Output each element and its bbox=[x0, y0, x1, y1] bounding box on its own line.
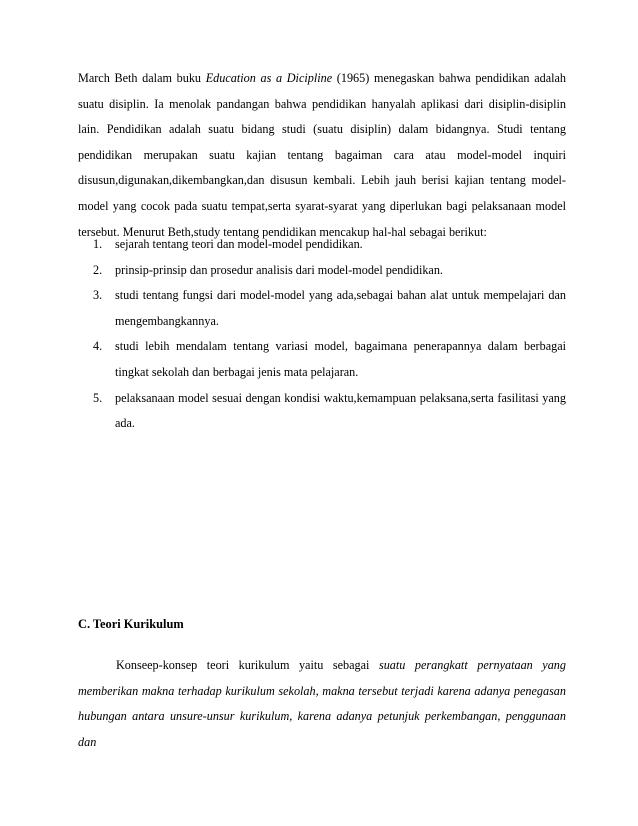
list-item bbox=[93, 232, 566, 258]
list-item-number: 5. bbox=[93, 390, 103, 405]
list-item-number: 1. bbox=[93, 237, 103, 251]
list-item-text: sejarah tentang teori dan model-model pendidikan. bbox=[115, 237, 363, 251]
study-topics-list bbox=[93, 232, 566, 437]
intro-paragraph bbox=[78, 66, 566, 245]
list-item-text: studi lebih mendalam tentang variasi model, bagaimana penerapannya dalam berbagai tingkat sekolah dan berbagai jenis mata pelajaran. bbox=[115, 339, 566, 379]
curriculum-text-italic: suatu perangkatt pernyataan yang memberikan makna terhadap kurikulum sekolah, makna tersebut terjadi karena adanya penegasan hubungan antara unsure-unsur kurikulum, karena adanya petunjuk perkembangan, penggunaan dan bbox=[78, 658, 566, 749]
book-title: Education as a Dicipline bbox=[205, 71, 333, 85]
section-heading: C. Teori Kurikulum bbox=[78, 617, 184, 631]
list-item bbox=[93, 334, 566, 385]
list-item bbox=[93, 283, 566, 334]
list-item bbox=[93, 258, 566, 284]
intro-text-rest: (1965) menegaskan bahwa pendidikan adalah suatu disiplin. Ia menolak pandangan bahwa pendidikan hanyalah aplikasi dari disiplin-disiplin lain. Pendidikan adalah suatu bidang studi (suatu disiplin) dalam bidangnya. Studi tentang pendidikan merupakan suatu kajian tentang bagaiman cara atau model-model inquiri disusun,digunakan,dikembangkan,dan disusun kembali. Lebih jauh berisi kajian tentang model-model yang cocok pada suatu tempat,serta syarat-syarat yang diperlukan bagi pelaksanaan model tersebut. Menurut Beth,study tentang pendidikan mencakup hal-hal sebagai berikut: bbox=[78, 71, 567, 239]
intro-text-start: March Beth dalam buku bbox=[78, 71, 206, 85]
curriculum-paragraph bbox=[78, 653, 566, 755]
curriculum-text-plain: Konseep-konsep teori kurikulum yaitu sebagai bbox=[116, 658, 379, 672]
list-item-number: 3. bbox=[93, 288, 103, 303]
list-item-text: prinsip-prinsip dan prosedur analisis dari model-model pendidikan. bbox=[115, 262, 443, 277]
list-item-text: pelaksanaan model sesuai dengan kondisi waktu,kemampuan pelaksana,serta fasilitasi yang ada. bbox=[115, 390, 566, 431]
list-item-number: 4. bbox=[93, 339, 103, 354]
list-item-number: 2. bbox=[93, 262, 103, 277]
list-item-text: studi tentang fungsi dari model-model yang ada,sebagai bahan alat untuk mempelajari dan mengembangkannya. bbox=[115, 288, 566, 328]
list-item bbox=[93, 386, 566, 437]
